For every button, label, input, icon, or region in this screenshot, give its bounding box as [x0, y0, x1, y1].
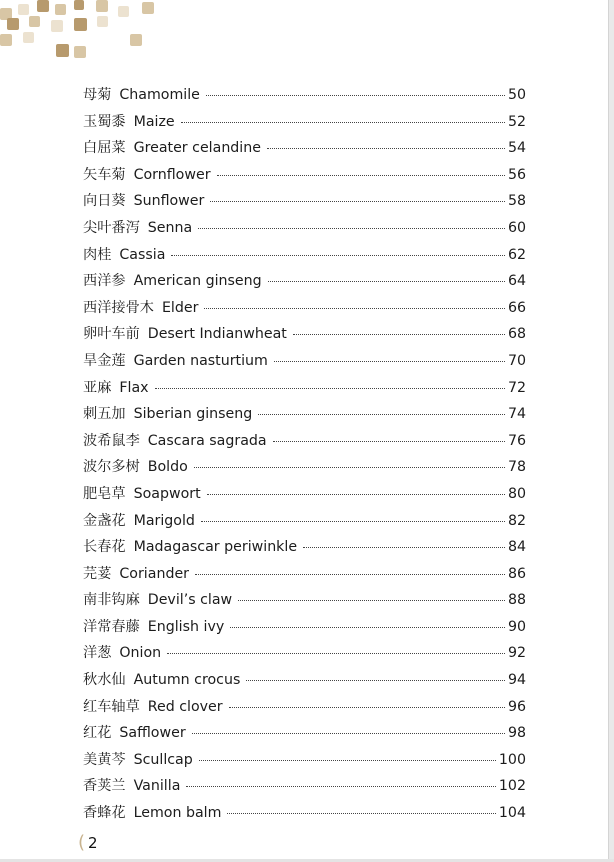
chinese-name: 矢车菊: [83, 166, 126, 183]
entry-page-number: 80: [507, 485, 526, 502]
dot-leader: [293, 334, 505, 335]
entry-page-number: 96: [507, 698, 526, 715]
dot-leader: [192, 733, 505, 734]
toc-entry[interactable]: [83, 375, 526, 402]
decoration-square: [18, 4, 29, 15]
toc-entry[interactable]: [83, 348, 526, 375]
english-name: Madagascar periwinkle: [133, 539, 298, 556]
entry-page-number: 92: [507, 645, 526, 662]
chinese-name: 波希鼠李: [83, 432, 140, 449]
english-name: Soapwort: [133, 485, 201, 502]
dot-leader: [229, 707, 505, 708]
entry-page-number: 60: [507, 219, 526, 236]
chinese-name: 卵叶车前: [83, 326, 140, 343]
english-name: Marigold: [133, 512, 195, 529]
english-name: Chamomile: [119, 87, 200, 103]
toc-entry[interactable]: [83, 747, 526, 774]
decoration-square: [37, 0, 49, 12]
decoration-square: [97, 16, 108, 27]
entry-page-number: 68: [507, 326, 526, 343]
chinese-name: 肉桂: [83, 246, 112, 263]
dot-leader: [167, 653, 505, 654]
entry-page-number: 98: [507, 725, 526, 742]
toc-entry[interactable]: [83, 640, 526, 667]
decoration-square: [29, 16, 40, 27]
dot-leader: [210, 201, 505, 202]
chinese-name: 波尔多树: [83, 459, 140, 476]
dot-leader: [303, 547, 505, 548]
entry-page-number: 102: [498, 778, 526, 795]
toc-entry[interactable]: [83, 82, 526, 109]
toc-entry[interactable]: [83, 508, 526, 535]
decoration-square: [56, 44, 69, 57]
decoration-square: [51, 20, 63, 32]
entry-page-number: 88: [507, 592, 526, 609]
toc-entry[interactable]: [83, 215, 526, 242]
entry-page-number: 52: [507, 113, 526, 130]
decoration-square: [74, 18, 87, 31]
chinese-name: 美黄芩: [83, 751, 126, 768]
chinese-name: 亚麻: [83, 379, 112, 396]
dot-leader: [204, 308, 505, 309]
entry-page-number: 86: [507, 565, 526, 582]
chinese-name: 肥皂草: [83, 485, 126, 502]
entry-page-number: 72: [507, 379, 526, 396]
table-of-contents: [83, 82, 526, 827]
dot-leader: [155, 388, 505, 389]
toc-entry[interactable]: [83, 614, 526, 641]
entry-page-number: 70: [507, 352, 526, 369]
toc-entry[interactable]: [83, 773, 526, 800]
entry-page-number: 90: [507, 618, 526, 635]
decoration-square: [7, 18, 19, 30]
chinese-name: 刺五加: [83, 406, 126, 423]
chinese-name: 西洋接骨木: [83, 299, 154, 316]
dot-leader: [267, 148, 505, 149]
chinese-name: 金盏花: [83, 512, 126, 529]
entry-page-number: 100: [498, 751, 526, 768]
entry-page-number: 58: [507, 193, 526, 210]
dot-leader: [206, 95, 505, 96]
decoration-square: [118, 6, 129, 17]
entry-page-number: 64: [507, 273, 526, 290]
toc-entry[interactable]: [83, 694, 526, 721]
english-name: Flax: [119, 379, 149, 396]
entry-page-number: 94: [507, 672, 526, 689]
english-name: Cornflower: [133, 166, 211, 183]
chinese-name: 香荚兰: [83, 778, 126, 795]
entry-page-number: 76: [507, 432, 526, 449]
dot-leader: [201, 521, 505, 522]
english-name: Elder: [161, 299, 199, 316]
dot-leader: [171, 255, 505, 256]
toc-entry[interactable]: [83, 587, 526, 614]
dot-leader: [246, 680, 505, 681]
english-name: Onion: [119, 645, 162, 662]
english-name: Vanilla: [133, 778, 181, 795]
english-name: Red clover: [147, 698, 223, 715]
english-name: Safflower: [119, 725, 186, 742]
english-name: American ginseng: [133, 273, 262, 290]
dot-leader: [194, 467, 505, 468]
toc-entry[interactable]: [83, 454, 526, 481]
entry-page-number: 78: [507, 459, 526, 476]
entry-page-number: 56: [507, 166, 526, 183]
english-name: Lemon balm: [133, 805, 222, 822]
english-name: Autumn crocus: [133, 672, 241, 689]
english-name: Devil’s claw: [147, 592, 233, 609]
entry-page-number: 74: [507, 406, 526, 423]
toc-entry[interactable]: [83, 188, 526, 215]
chinese-name: 红车轴草: [83, 698, 140, 715]
toc-entry[interactable]: [83, 162, 526, 189]
dot-leader: [274, 361, 505, 362]
decoration-square: [55, 4, 66, 15]
english-name: Garden nasturtium: [133, 352, 268, 369]
dot-leader: [207, 494, 505, 495]
entry-page-number: 50: [507, 87, 526, 103]
toc-entry[interactable]: [83, 534, 526, 561]
chinese-name: 红花: [83, 725, 112, 742]
toc-entry[interactable]: [83, 561, 526, 588]
decoration-square: [23, 32, 34, 43]
toc-entry[interactable]: [83, 295, 526, 322]
english-name: Desert Indianwheat: [147, 326, 287, 343]
page-number-text: 2: [88, 834, 98, 852]
page-number-bracket-icon: (: [78, 832, 86, 853]
dot-leader: [198, 228, 505, 229]
english-name: Boldo: [147, 459, 188, 476]
chinese-name: 长春花: [83, 539, 126, 556]
toc-entry[interactable]: [83, 268, 526, 295]
toc-entry[interactable]: [83, 720, 526, 747]
chinese-name: 洋常春藤: [83, 618, 140, 635]
toc-entry[interactable]: [83, 428, 526, 455]
entry-page-number: 66: [507, 299, 526, 316]
chinese-name: 秋水仙: [83, 672, 126, 689]
page-edge: [608, 0, 614, 862]
dot-leader: [230, 627, 505, 628]
toc-entry[interactable]: [83, 667, 526, 694]
decoration-square: [130, 34, 142, 46]
english-name: Greater celandine: [133, 140, 261, 157]
dot-leader: [268, 281, 505, 282]
dot-leader: [238, 600, 505, 601]
dot-leader: [186, 786, 496, 787]
decoration-square: [74, 0, 84, 10]
toc-entry[interactable]: [83, 481, 526, 508]
toc-entry[interactable]: [83, 109, 526, 136]
toc-entry[interactable]: [83, 800, 526, 827]
english-name: Maize: [133, 113, 175, 130]
toc-entry[interactable]: [83, 135, 526, 162]
dot-leader: [217, 175, 505, 176]
english-name: Sunflower: [133, 193, 205, 210]
chinese-name: 玉蜀黍: [83, 113, 126, 130]
toc-entry[interactable]: [83, 321, 526, 348]
entry-page-number: 104: [498, 805, 526, 822]
decoration-square: [96, 0, 108, 12]
chinese-name: 尖叶番泻: [83, 219, 140, 236]
dot-leader: [199, 760, 496, 761]
dot-leader: [273, 441, 505, 442]
chinese-name: 西洋参: [83, 273, 126, 290]
entry-page-number: 54: [507, 140, 526, 157]
chinese-name: 香蜂花: [83, 805, 126, 822]
chinese-name: 向日葵: [83, 193, 126, 210]
dot-leader: [227, 813, 495, 814]
entry-page-number: 62: [507, 246, 526, 263]
entry-page-number: 84: [507, 539, 526, 556]
english-name: Cascara sagrada: [147, 432, 267, 449]
english-name: Coriander: [119, 565, 190, 582]
entry-page-number: 82: [507, 512, 526, 529]
toc-entry[interactable]: [83, 242, 526, 269]
chinese-name: 芫荽: [83, 565, 112, 582]
toc-entry[interactable]: [83, 401, 526, 428]
english-name: Cassia: [119, 246, 166, 263]
chinese-name: 母菊: [83, 87, 112, 103]
page-number: [78, 834, 98, 852]
decoration-square: [74, 46, 86, 58]
english-name: Senna: [147, 219, 193, 236]
chinese-name: 旱金莲: [83, 352, 126, 369]
dot-leader: [181, 122, 505, 123]
english-name: Siberian ginseng: [133, 406, 253, 423]
chinese-name: 洋葱: [83, 645, 112, 662]
english-name: English ivy: [147, 618, 225, 635]
chinese-name: 南非钩麻: [83, 592, 140, 609]
decoration-square: [0, 34, 12, 46]
chinese-name: 白屈菜: [83, 140, 126, 157]
decoration-square: [142, 2, 154, 14]
dot-leader: [258, 414, 505, 415]
dot-leader: [195, 574, 505, 575]
english-name: Scullcap: [133, 751, 193, 768]
